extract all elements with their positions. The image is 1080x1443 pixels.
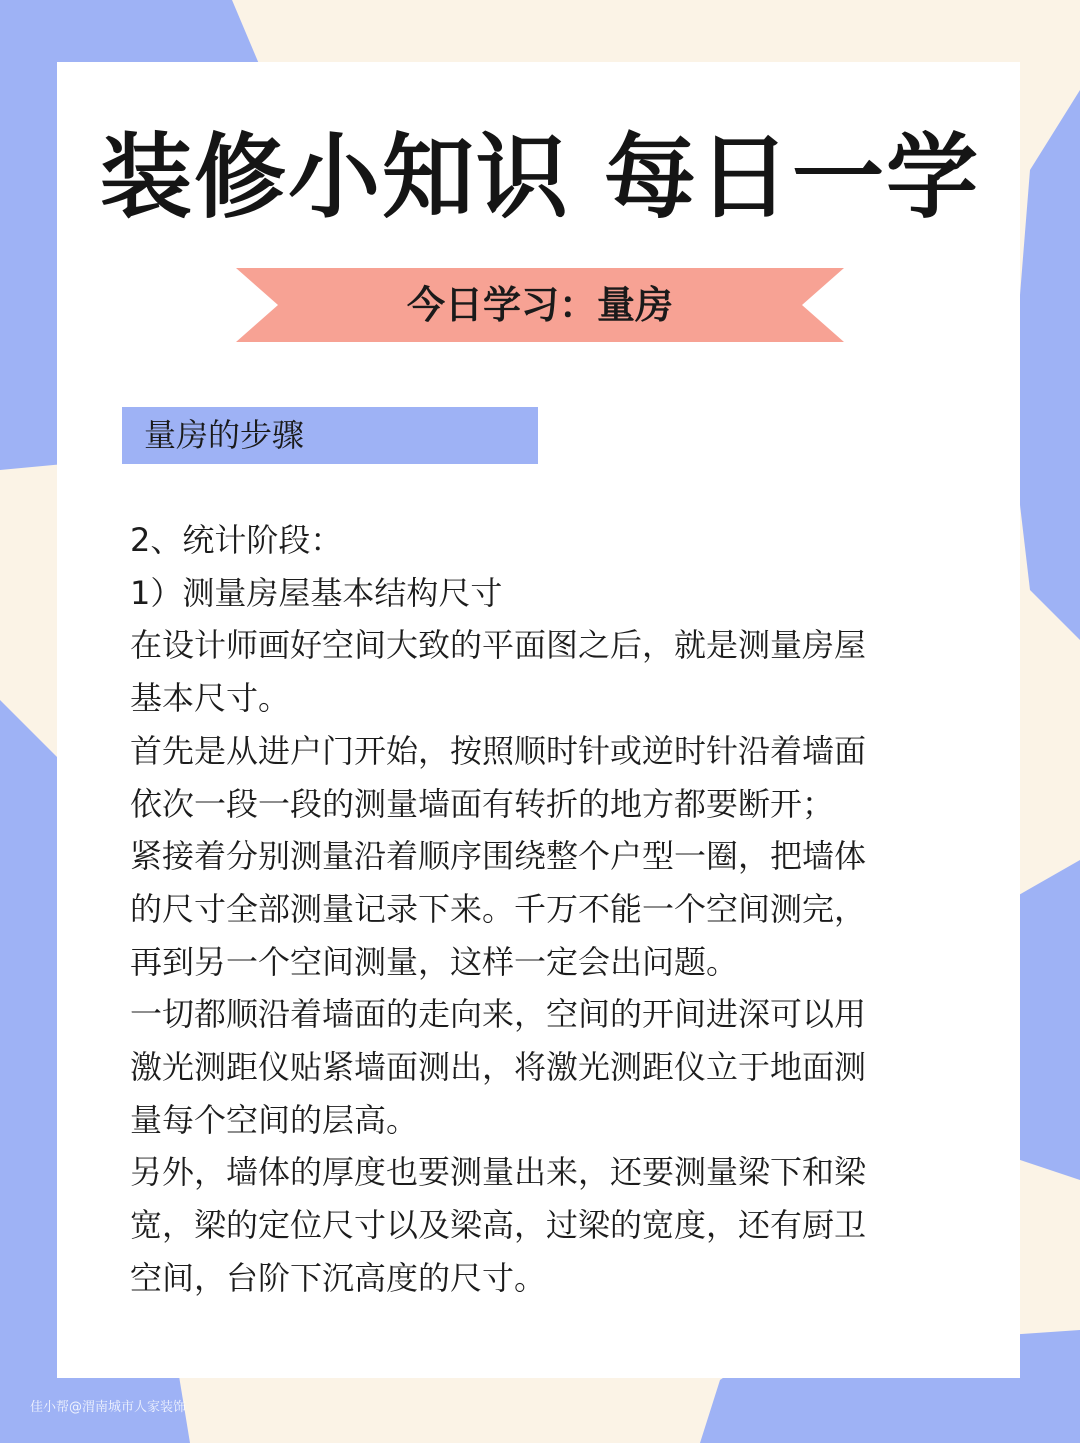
article-body bbox=[130, 514, 980, 1305]
body-line: 1）测量房屋基本结构尺寸 bbox=[130, 573, 503, 612]
page-title: 装修小知识 每日一学 bbox=[99, 124, 981, 231]
section-heading-text: 量房的步骤 bbox=[144, 416, 305, 454]
body-line: 依次一段一段的测量墙面有转折的地方都要断开； bbox=[130, 784, 835, 823]
body-line: 2、统计阶段： bbox=[130, 521, 343, 559]
body-line: 宽，梁的定位尺寸以及梁高，过梁的宽度，还有厨卫 bbox=[130, 1206, 867, 1245]
topic-ribbon bbox=[236, 268, 844, 342]
body-line: 激光测距仪贴紧墙面测出，将激光测距仪立于地面测 bbox=[130, 1048, 867, 1087]
ribbon-text: 今日学习：量房 bbox=[406, 283, 673, 327]
section-heading bbox=[122, 407, 538, 464]
body-line: 再到另一个空间测量，这样一定会出问题。 bbox=[130, 942, 739, 981]
body-line: 空间，台阶下沉高度的尺寸。 bbox=[130, 1258, 547, 1297]
body-line: 紧接着分别测量沿着顺序围绕整个户型一圈，把墙体 bbox=[130, 837, 867, 876]
body-line: 的尺寸全部测量记录下来。千万不能一个空间测完， bbox=[130, 889, 867, 928]
watermark-text: 佳小帮@渭南城市人家装饰 bbox=[30, 1400, 187, 1415]
body-line: 一切都顺沿着墙面的走向来，空间的开间进深可以用 bbox=[130, 995, 867, 1034]
body-line: 基本尺寸。 bbox=[130, 679, 291, 718]
body-line: 另外，墙体的厚度也要测量出来，还要测量梁下和梁 bbox=[130, 1153, 867, 1192]
body-line: 首先是从进户门开始，按照顺时针或逆时针沿着墙面 bbox=[130, 731, 867, 770]
body-line: 在设计师画好空间大致的平面图之后，就是测量房屋 bbox=[130, 626, 867, 665]
body-line: 量每个空间的层高。 bbox=[130, 1100, 419, 1139]
